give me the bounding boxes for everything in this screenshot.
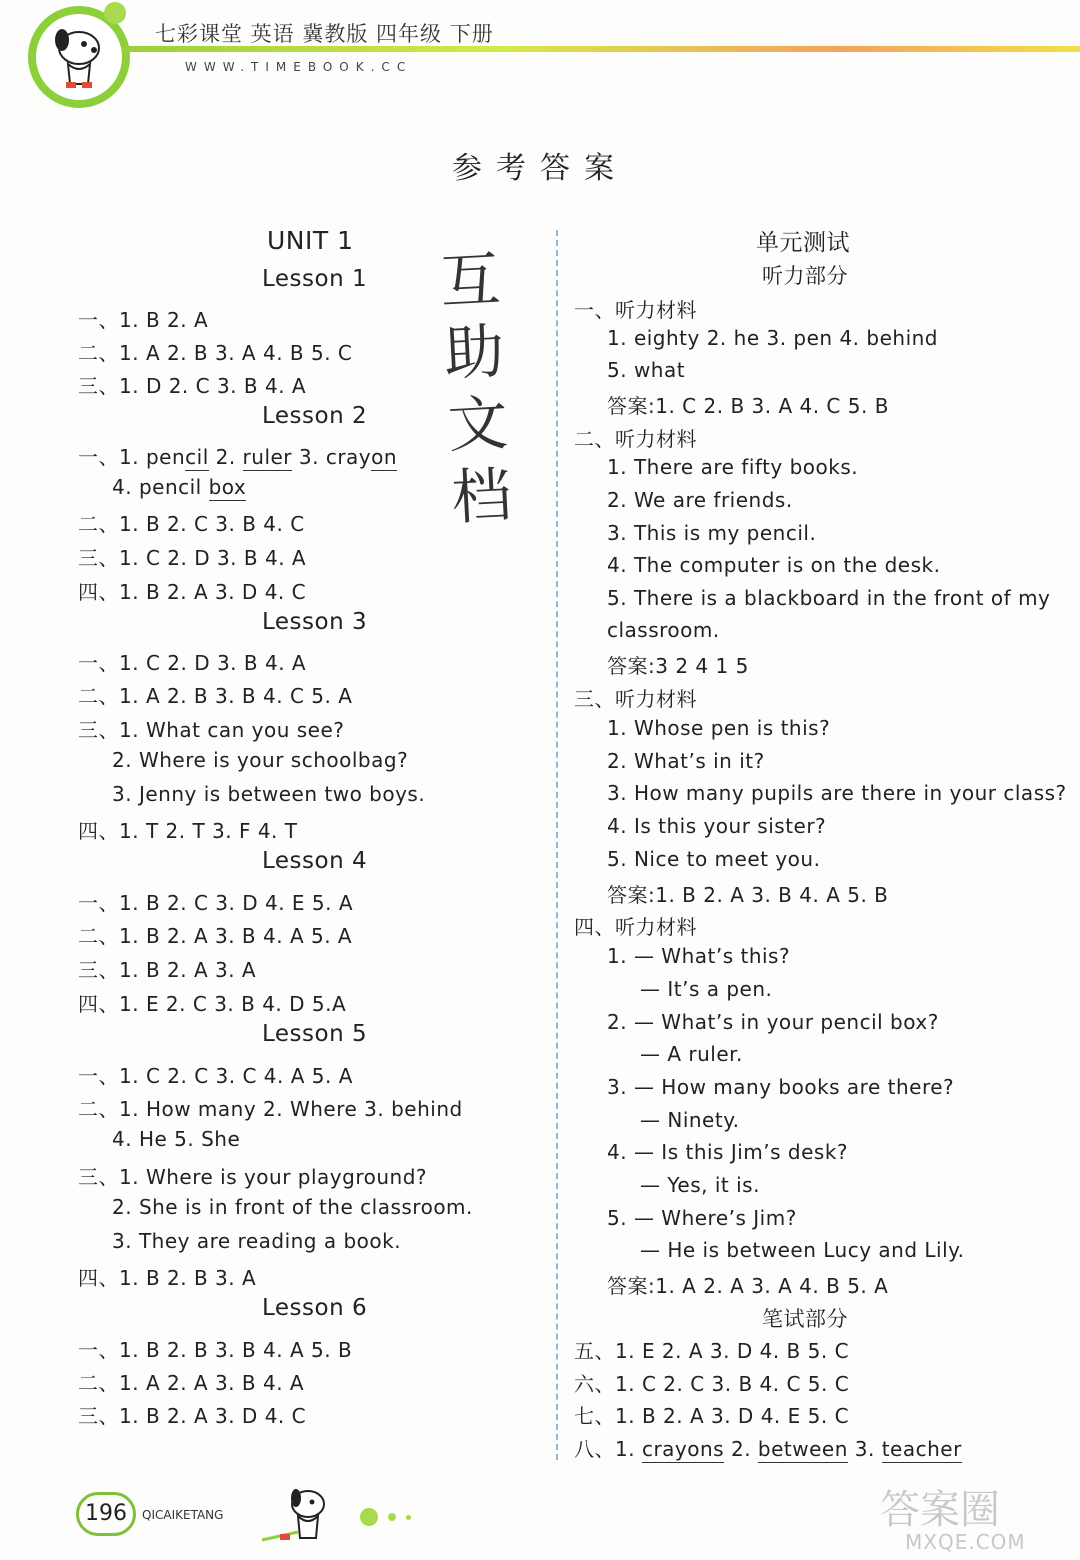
dog-mascot-icon (36, 14, 122, 100)
section-subtitle: 听力部分 (762, 264, 848, 288)
answer-line: — A ruler. (640, 1042, 743, 1066)
page-title: 参考答案 (452, 151, 628, 186)
section-title: 单元测试 (756, 230, 850, 256)
answer-line: 六、1. C 2. C 3. B 4. C 5. C (574, 1372, 850, 1396)
answer-line: 1. Whose pen is this? (607, 716, 831, 740)
answer-line: 二、1. B 2. C 3. B 4. C (78, 512, 305, 536)
answer-line: 5. There is a blackboard in the front of my (607, 586, 1051, 610)
answer-line: 二、1. B 2. A 3. B 4. A 5. A (78, 924, 353, 948)
answer-line: 四、1. B 2. A 3. D 4. C (78, 580, 307, 604)
answer-line: 2. What’s in it? (607, 749, 765, 773)
handwritten-note: 互助文档 (438, 244, 514, 534)
answer-line: 答案:1. B 2. A 3. B 4. A 5. B (607, 883, 889, 907)
part-label: 四、听力材料 (574, 915, 697, 939)
answer-line: 答案:1. A 2. A 3. A 4. B 5. A (607, 1274, 889, 1298)
answer-line: 1. eighty 2. he 3. pen 4. behind (607, 326, 938, 350)
answer-line: 4. pencil box (112, 475, 247, 499)
answer-line: 3. They are reading a book. (112, 1229, 402, 1253)
answer-line: 二、1. A 2. B 3. A 4. B 5. C (78, 341, 353, 365)
footer-brand: QICAIKETANG (142, 1508, 224, 1522)
answer-line: 5. what (607, 358, 686, 382)
answer-line: 二、1. A 2. B 3. B 4. C 5. A (78, 684, 353, 708)
answer-line: 3. This is my pencil. (607, 521, 817, 545)
part-label: 一、听力材料 (574, 298, 697, 322)
answer-line: classroom. (607, 618, 720, 642)
answer-line: — Yes, it is. (640, 1173, 760, 1197)
answer-line: 2. Where is your schoolbag? (112, 748, 409, 772)
answer-line: 5. — Where’s Jim? (607, 1206, 797, 1230)
watermark-logo: 答案圈 (880, 1487, 1000, 1533)
unit-title: UNIT 1 (267, 226, 354, 255)
header-title: 七彩课堂 英语 冀教版 四年级 下册 (155, 22, 494, 46)
column-divider (556, 230, 558, 1460)
answer-line: 一、1. B 2. A (78, 308, 209, 332)
answer-line: 一、1. pencil 2. ruler 3. crayon (78, 445, 398, 469)
answer-line: 一、1. B 2. C 3. D 4. E 5. A (78, 891, 354, 915)
answer-line: 4. The computer is on the desk. (607, 553, 941, 577)
decor-dot-small (406, 1515, 411, 1520)
answer-line: 四、1. T 2. T 3. F 4. T (78, 819, 298, 843)
answer-line: 三、1. Where is your playground? (78, 1165, 428, 1189)
answer-line: 三、1. C 2. D 3. B 4. A (78, 546, 307, 570)
answer-line: 3. Jenny is between two boys. (112, 782, 426, 806)
lesson-title: Lesson 1 (262, 266, 368, 292)
answer-line: 一、1. B 2. B 3. B 4. A 5. B (78, 1338, 353, 1362)
answer-line: — Ninety. (640, 1108, 740, 1132)
answer-line: 二、1. How many 2. Where 3. behind (78, 1097, 463, 1121)
answer-line: — He is between Lucy and Lily. (640, 1238, 965, 1262)
decor-dot-large (360, 1508, 378, 1526)
answer-line: 2. — What’s in your pencil box? (607, 1010, 939, 1034)
lesson-title: Lesson 5 (262, 1021, 368, 1047)
watermark-url: MXQE.COM (905, 1530, 1026, 1554)
decor-dot-medium (388, 1513, 396, 1521)
page-number: 196 (76, 1492, 136, 1536)
answer-line: 1. There are fifty books. (607, 455, 859, 479)
lesson-title: Lesson 6 (262, 1295, 368, 1321)
answer-line: 一、1. C 2. C 3. C 4. A 5. A (78, 1064, 353, 1088)
answer-line: 八、1. crayons 2. between 3. teacher (574, 1437, 962, 1461)
section-subtitle: 笔试部分 (762, 1307, 848, 1331)
answer-line: 5. Nice to meet you. (607, 847, 821, 871)
lesson-title: Lesson 3 (262, 609, 368, 635)
answer-line: 七、1. B 2. A 3. D 4. E 5. C (574, 1404, 850, 1428)
lesson-title: Lesson 4 (262, 848, 368, 874)
answer-line: 一、1. C 2. D 3. B 4. A (78, 651, 307, 675)
answer-line: 4. — Is this Jim’s desk? (607, 1140, 849, 1164)
answer-line: 三、1. What can you see? (78, 718, 345, 742)
logo-accent-dot (104, 2, 126, 24)
answer-line: 4. Is this your sister? (607, 814, 827, 838)
answer-line: 三、1. D 2. C 3. B 4. A (78, 374, 307, 398)
answer-line: 二、1. A 2. A 3. B 4. A (78, 1371, 305, 1395)
answer-line: 答案:1. C 2. B 3. A 4. C 5. B (607, 394, 889, 418)
answer-line: 1. — What’s this? (607, 944, 791, 968)
part-label: 二、听力材料 (574, 427, 697, 451)
answer-line: 四、1. E 2. C 3. B 4. D 5.A (78, 992, 347, 1016)
part-label: 三、听力材料 (574, 687, 697, 711)
answer-line: 三、1. B 2. A 3. D 4. C (78, 1404, 307, 1428)
answer-line: 答案:3 2 4 1 5 (607, 654, 749, 678)
answer-line: 2. She is in front of the classroom. (112, 1195, 473, 1219)
lesson-title: Lesson 2 (262, 403, 368, 429)
header-url: WWW.TIMEBOOK.CC (185, 60, 413, 74)
dog-mascot-footer-icon (258, 1482, 338, 1548)
answer-line: 五、1. E 2. A 3. D 4. B 5. C (574, 1339, 850, 1363)
answer-line: 3. How many pupils are there in your class? (607, 781, 1067, 805)
answer-line: 2. We are friends. (607, 488, 793, 512)
answer-line: 4. He 5. She (112, 1127, 241, 1151)
answer-line: 四、1. B 2. B 3. A (78, 1266, 257, 1290)
answer-line: 3. — How many books are there? (607, 1075, 955, 1099)
answer-line: 三、1. B 2. A 3. A (78, 958, 257, 982)
answer-line: — It’s a pen. (640, 977, 773, 1001)
